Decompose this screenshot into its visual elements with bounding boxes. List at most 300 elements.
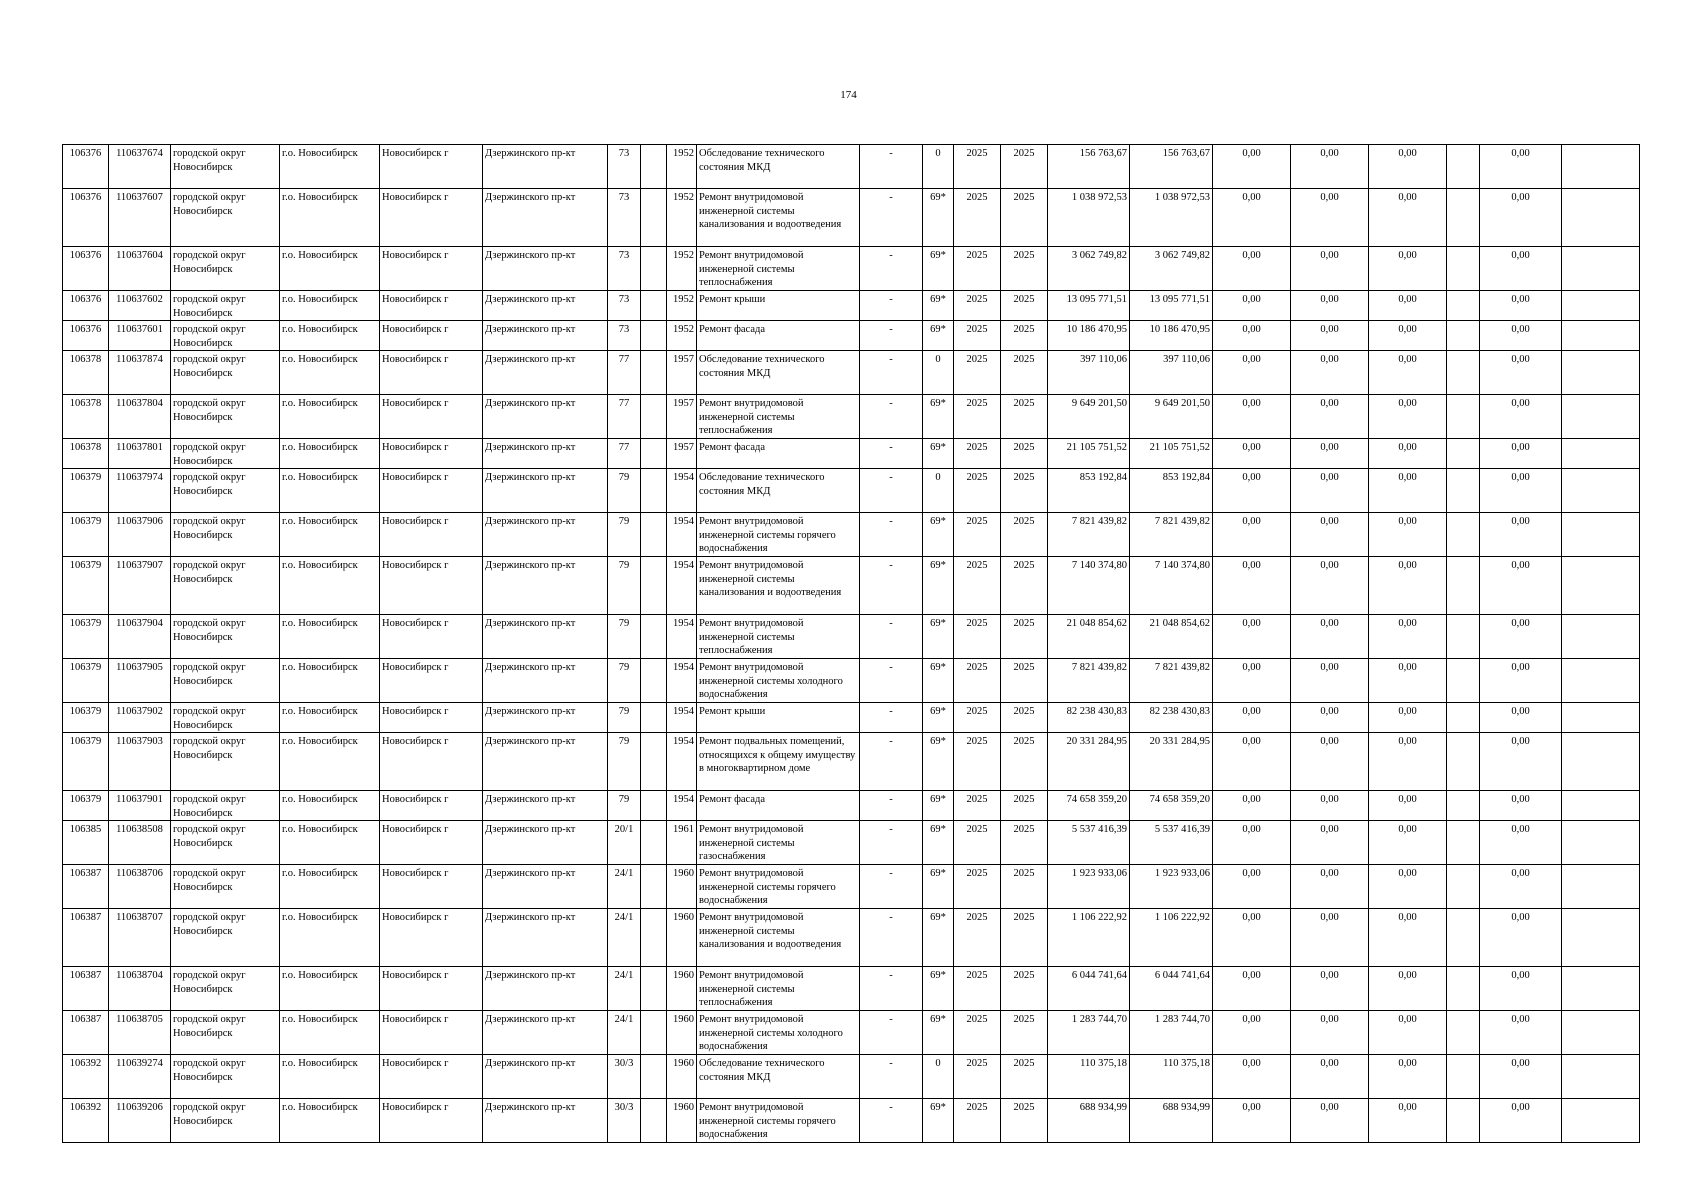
- cell-street: Дзержинского пр-кт: [483, 821, 608, 865]
- cell-settlement: Новосибирск г: [380, 1099, 483, 1143]
- cell-norm-value: 69*: [923, 1099, 954, 1143]
- cell-fund-cost: 853 192,84: [1130, 469, 1213, 513]
- cell-work-type: Обследование технического состояния МКД: [697, 351, 860, 395]
- cell-service-type: -: [860, 291, 923, 321]
- cell-object-id: 106378: [63, 439, 109, 469]
- table-row: [63, 395, 1640, 439]
- cell-house-number: 24/1: [608, 909, 641, 967]
- cell-budget-local: 0,00: [1369, 395, 1447, 439]
- table-row: [63, 513, 1640, 557]
- table-row: [63, 1099, 1640, 1143]
- cell-service-type: -: [860, 821, 923, 865]
- cell-building-letter: [641, 145, 667, 189]
- cell-service-type: -: [860, 145, 923, 189]
- cell-work-type: Ремонт внутридомовой инженерной системы канализования и водоотведения: [697, 909, 860, 967]
- cell-work-code: 110637607: [109, 189, 171, 247]
- cell-settlement: Новосибирск г: [380, 469, 483, 513]
- cell-municipal-formation: г.о. Новосибирск: [280, 469, 380, 513]
- cell-total-cost: 397 110,06: [1048, 351, 1130, 395]
- cell-work-type: Ремонт внутридомовой инженерной системы теплоснабжения: [697, 967, 860, 1011]
- cell-house-number: 79: [608, 615, 641, 659]
- cell-budget-local: 0,00: [1369, 909, 1447, 967]
- cell-service-type: -: [860, 513, 923, 557]
- cell-norm-value: 69*: [923, 321, 954, 351]
- cell-work-code: 110637874: [109, 351, 171, 395]
- cell-budget-federal: 0,00: [1213, 291, 1291, 321]
- cell-municipal-formation: г.о. Новосибирск: [280, 395, 380, 439]
- cell-fund-cost: 9 649 201,50: [1130, 395, 1213, 439]
- cell-service-type: -: [860, 733, 923, 791]
- cell-budget-regional: 0,00: [1291, 513, 1369, 557]
- cell-note: [1562, 703, 1640, 733]
- cell-budget-local: 0,00: [1369, 291, 1447, 321]
- cell-other-sources: 0,00: [1480, 1011, 1562, 1055]
- cell-building-letter: [641, 703, 667, 733]
- cell-owners-extra: [1447, 557, 1480, 615]
- cell-total-cost: 688 934,99: [1048, 1099, 1130, 1143]
- cell-object-id: 106379: [63, 659, 109, 703]
- cell-municipal-district: городской округ Новосибирск: [171, 145, 280, 189]
- cell-budget-federal: 0,00: [1213, 909, 1291, 967]
- cell-execution-year: 2025: [1001, 557, 1048, 615]
- cell-work-type: Обследование технического состояния МКД: [697, 145, 860, 189]
- cell-work-type: Ремонт фасада: [697, 321, 860, 351]
- cell-fund-cost: 1 106 222,92: [1130, 909, 1213, 967]
- cell-owners-extra: [1447, 145, 1480, 189]
- cell-owners-extra: [1447, 469, 1480, 513]
- cell-budget-federal: 0,00: [1213, 865, 1291, 909]
- cell-execution-year: 2025: [1001, 659, 1048, 703]
- page-number: 174: [840, 89, 857, 101]
- cell-note: [1562, 1099, 1640, 1143]
- cell-work-type: Ремонт внутридомовой инженерной системы горячего водоснабжения: [697, 865, 860, 909]
- table-row: [63, 791, 1640, 821]
- cell-municipal-district: городской округ Новосибирск: [171, 557, 280, 615]
- table-row: [63, 615, 1640, 659]
- cell-work-type: Ремонт крыши: [697, 291, 860, 321]
- cell-building-letter: [641, 821, 667, 865]
- table-row: [63, 557, 1640, 615]
- cell-owners-extra: [1447, 821, 1480, 865]
- cell-budget-local: 0,00: [1369, 967, 1447, 1011]
- cell-note: [1562, 909, 1640, 967]
- cell-municipal-district: городской округ Новосибирск: [171, 821, 280, 865]
- cell-plan-year: 2025: [954, 865, 1001, 909]
- cell-execution-year: 2025: [1001, 865, 1048, 909]
- table-row: [63, 247, 1640, 291]
- table-row: [63, 703, 1640, 733]
- cell-object-id: 106379: [63, 703, 109, 733]
- cell-fund-cost: 20 331 284,95: [1130, 733, 1213, 791]
- cell-street: Дзержинского пр-кт: [483, 513, 608, 557]
- cell-settlement: Новосибирск г: [380, 703, 483, 733]
- cell-budget-federal: 0,00: [1213, 145, 1291, 189]
- cell-work-type: Ремонт фасада: [697, 791, 860, 821]
- cell-execution-year: 2025: [1001, 469, 1048, 513]
- cell-budget-regional: 0,00: [1291, 615, 1369, 659]
- table-row: [63, 469, 1640, 513]
- cell-construction-year: 1952: [667, 321, 697, 351]
- cell-object-id: 106379: [63, 791, 109, 821]
- cell-municipal-formation: г.о. Новосибирск: [280, 1011, 380, 1055]
- cell-budget-regional: 0,00: [1291, 791, 1369, 821]
- cell-work-type: Ремонт фасада: [697, 439, 860, 469]
- cell-settlement: Новосибирск г: [380, 1011, 483, 1055]
- cell-house-number: 79: [608, 791, 641, 821]
- cell-settlement: Новосибирск г: [380, 967, 483, 1011]
- cell-street: Дзержинского пр-кт: [483, 703, 608, 733]
- cell-service-type: -: [860, 615, 923, 659]
- cell-work-type: Ремонт внутридомовой инженерной системы холодного водоснабжения: [697, 659, 860, 703]
- cell-municipal-formation: г.о. Новосибирск: [280, 351, 380, 395]
- table-body: [63, 145, 1640, 1143]
- cell-other-sources: 0,00: [1480, 291, 1562, 321]
- cell-street: Дзержинского пр-кт: [483, 145, 608, 189]
- table-row: [63, 145, 1640, 189]
- cell-object-id: 106378: [63, 351, 109, 395]
- cell-budget-local: 0,00: [1369, 821, 1447, 865]
- cell-note: [1562, 351, 1640, 395]
- cell-budget-local: 0,00: [1369, 1055, 1447, 1099]
- cell-work-type: Ремонт внутридомовой инженерной системы горячего водоснабжения: [697, 513, 860, 557]
- cell-work-code: 110637601: [109, 321, 171, 351]
- cell-work-type: Ремонт внутридомовой инженерной системы канализования и водоотведения: [697, 189, 860, 247]
- cell-total-cost: 156 763,67: [1048, 145, 1130, 189]
- cell-service-type: -: [860, 909, 923, 967]
- cell-building-letter: [641, 291, 667, 321]
- cell-fund-cost: 1 038 972,53: [1130, 189, 1213, 247]
- cell-total-cost: 21 105 751,52: [1048, 439, 1130, 469]
- cell-municipal-district: городской округ Новосибирск: [171, 351, 280, 395]
- cell-execution-year: 2025: [1001, 145, 1048, 189]
- cell-work-code: 110637974: [109, 469, 171, 513]
- cell-budget-regional: 0,00: [1291, 733, 1369, 791]
- cell-plan-year: 2025: [954, 791, 1001, 821]
- cell-construction-year: 1960: [667, 865, 697, 909]
- cell-owners-extra: [1447, 659, 1480, 703]
- cell-budget-regional: 0,00: [1291, 967, 1369, 1011]
- cell-execution-year: 2025: [1001, 513, 1048, 557]
- cell-budget-federal: 0,00: [1213, 733, 1291, 791]
- cell-execution-year: 2025: [1001, 791, 1048, 821]
- cell-budget-regional: 0,00: [1291, 821, 1369, 865]
- cell-settlement: Новосибирск г: [380, 791, 483, 821]
- cell-municipal-formation: г.о. Новосибирск: [280, 189, 380, 247]
- cell-building-letter: [641, 1011, 667, 1055]
- cell-note: [1562, 247, 1640, 291]
- cell-work-code: 110637804: [109, 395, 171, 439]
- cell-fund-cost: 21 105 751,52: [1130, 439, 1213, 469]
- cell-work-code: 110637674: [109, 145, 171, 189]
- cell-house-number: 24/1: [608, 967, 641, 1011]
- cell-municipal-formation: г.о. Новосибирск: [280, 733, 380, 791]
- cell-construction-year: 1960: [667, 1011, 697, 1055]
- cell-plan-year: 2025: [954, 1055, 1001, 1099]
- cell-plan-year: 2025: [954, 291, 1001, 321]
- cell-fund-cost: 110 375,18: [1130, 1055, 1213, 1099]
- cell-total-cost: 1 923 933,06: [1048, 865, 1130, 909]
- cell-budget-regional: 0,00: [1291, 1099, 1369, 1143]
- table-row: [63, 351, 1640, 395]
- cell-total-cost: 10 186 470,95: [1048, 321, 1130, 351]
- cell-note: [1562, 145, 1640, 189]
- cell-budget-local: 0,00: [1369, 557, 1447, 615]
- cell-object-id: 106385: [63, 821, 109, 865]
- cell-owners-extra: [1447, 967, 1480, 1011]
- cell-execution-year: 2025: [1001, 247, 1048, 291]
- cell-municipal-district: городской округ Новосибирск: [171, 1099, 280, 1143]
- cell-note: [1562, 439, 1640, 469]
- cell-service-type: -: [860, 321, 923, 351]
- cell-object-id: 106387: [63, 1011, 109, 1055]
- cell-work-type: Обследование технического состояния МКД: [697, 1055, 860, 1099]
- cell-total-cost: 1 038 972,53: [1048, 189, 1130, 247]
- cell-fund-cost: 7 821 439,82: [1130, 513, 1213, 557]
- cell-norm-value: 0: [923, 351, 954, 395]
- cell-other-sources: 0,00: [1480, 1055, 1562, 1099]
- cell-other-sources: 0,00: [1480, 469, 1562, 513]
- cell-note: [1562, 791, 1640, 821]
- cell-fund-cost: 3 062 749,82: [1130, 247, 1213, 291]
- cell-budget-federal: 0,00: [1213, 1055, 1291, 1099]
- cell-municipal-formation: г.о. Новосибирск: [280, 439, 380, 469]
- cell-note: [1562, 189, 1640, 247]
- cell-budget-federal: 0,00: [1213, 659, 1291, 703]
- cell-work-code: 110637901: [109, 791, 171, 821]
- cell-construction-year: 1960: [667, 1099, 697, 1143]
- cell-object-id: 106376: [63, 189, 109, 247]
- cell-house-number: 73: [608, 145, 641, 189]
- cell-budget-federal: 0,00: [1213, 967, 1291, 1011]
- cell-settlement: Новосибирск г: [380, 321, 483, 351]
- cell-fund-cost: 7 140 374,80: [1130, 557, 1213, 615]
- cell-construction-year: 1954: [667, 469, 697, 513]
- cell-municipal-formation: г.о. Новосибирск: [280, 865, 380, 909]
- cell-work-type: Ремонт внутридомовой инженерной системы теплоснабжения: [697, 247, 860, 291]
- cell-budget-regional: 0,00: [1291, 1011, 1369, 1055]
- cell-construction-year: 1952: [667, 189, 697, 247]
- cell-municipal-district: городской округ Новосибирск: [171, 865, 280, 909]
- cell-service-type: -: [860, 351, 923, 395]
- cell-total-cost: 1 283 744,70: [1048, 1011, 1130, 1055]
- cell-norm-value: 69*: [923, 395, 954, 439]
- cell-other-sources: 0,00: [1480, 865, 1562, 909]
- cell-work-code: 110637801: [109, 439, 171, 469]
- cell-owners-extra: [1447, 351, 1480, 395]
- cell-construction-year: 1960: [667, 1055, 697, 1099]
- cell-budget-local: 0,00: [1369, 1099, 1447, 1143]
- cell-other-sources: 0,00: [1480, 321, 1562, 351]
- cell-total-cost: 7 140 374,80: [1048, 557, 1130, 615]
- cell-service-type: -: [860, 1011, 923, 1055]
- cell-work-code: 110638706: [109, 865, 171, 909]
- cell-settlement: Новосибирск г: [380, 513, 483, 557]
- cell-work-code: 110639274: [109, 1055, 171, 1099]
- cell-work-type: Обследование технического состояния МКД: [697, 469, 860, 513]
- cell-house-number: 79: [608, 513, 641, 557]
- cell-budget-regional: 0,00: [1291, 291, 1369, 321]
- cell-street: Дзержинского пр-кт: [483, 291, 608, 321]
- cell-budget-regional: 0,00: [1291, 395, 1369, 439]
- cell-execution-year: 2025: [1001, 291, 1048, 321]
- cell-plan-year: 2025: [954, 659, 1001, 703]
- cell-plan-year: 2025: [954, 1011, 1001, 1055]
- cell-other-sources: 0,00: [1480, 247, 1562, 291]
- cell-service-type: -: [860, 557, 923, 615]
- cell-execution-year: 2025: [1001, 395, 1048, 439]
- cell-plan-year: 2025: [954, 189, 1001, 247]
- cell-work-code: 110638707: [109, 909, 171, 967]
- cell-budget-local: 0,00: [1369, 469, 1447, 513]
- cell-total-cost: 7 821 439,82: [1048, 659, 1130, 703]
- cell-budget-local: 0,00: [1369, 247, 1447, 291]
- cell-work-code: 110637904: [109, 615, 171, 659]
- cell-object-id: 106379: [63, 557, 109, 615]
- cell-settlement: Новосибирск г: [380, 821, 483, 865]
- cell-norm-value: 69*: [923, 703, 954, 733]
- cell-service-type: -: [860, 703, 923, 733]
- cell-house-number: 30/3: [608, 1055, 641, 1099]
- cell-plan-year: 2025: [954, 469, 1001, 513]
- cell-budget-federal: 0,00: [1213, 1099, 1291, 1143]
- cell-municipal-district: городской округ Новосибирск: [171, 247, 280, 291]
- cell-house-number: 79: [608, 557, 641, 615]
- cell-total-cost: 82 238 430,83: [1048, 703, 1130, 733]
- cell-plan-year: 2025: [954, 247, 1001, 291]
- cell-owners-extra: [1447, 291, 1480, 321]
- cell-settlement: Новосибирск г: [380, 395, 483, 439]
- cell-municipal-district: городской округ Новосибирск: [171, 703, 280, 733]
- cell-fund-cost: 5 537 416,39: [1130, 821, 1213, 865]
- cell-street: Дзержинского пр-кт: [483, 1011, 608, 1055]
- cell-municipal-formation: г.о. Новосибирск: [280, 321, 380, 351]
- cell-budget-local: 0,00: [1369, 513, 1447, 557]
- cell-work-code: 110637903: [109, 733, 171, 791]
- cell-fund-cost: 6 044 741,64: [1130, 967, 1213, 1011]
- cell-building-letter: [641, 321, 667, 351]
- cell-plan-year: 2025: [954, 145, 1001, 189]
- cell-settlement: Новосибирск г: [380, 247, 483, 291]
- cell-municipal-formation: г.о. Новосибирск: [280, 247, 380, 291]
- cell-work-code: 110637905: [109, 659, 171, 703]
- cell-norm-value: 69*: [923, 909, 954, 967]
- cell-norm-value: 0: [923, 145, 954, 189]
- cell-total-cost: 9 649 201,50: [1048, 395, 1130, 439]
- cell-house-number: 30/3: [608, 1099, 641, 1143]
- cell-budget-local: 0,00: [1369, 865, 1447, 909]
- cell-budget-regional: 0,00: [1291, 321, 1369, 351]
- cell-budget-regional: 0,00: [1291, 247, 1369, 291]
- cell-total-cost: 74 658 359,20: [1048, 791, 1130, 821]
- cell-owners-extra: [1447, 395, 1480, 439]
- cell-norm-value: 69*: [923, 247, 954, 291]
- cell-budget-local: 0,00: [1369, 439, 1447, 469]
- cell-municipal-district: городской округ Новосибирск: [171, 321, 280, 351]
- cell-work-type: Ремонт внутридомовой инженерной системы газоснабжения: [697, 821, 860, 865]
- cell-building-letter: [641, 733, 667, 791]
- cell-building-letter: [641, 351, 667, 395]
- cell-budget-local: 0,00: [1369, 321, 1447, 351]
- cell-object-id: 106387: [63, 865, 109, 909]
- cell-budget-regional: 0,00: [1291, 1055, 1369, 1099]
- cell-owners-extra: [1447, 189, 1480, 247]
- cell-budget-regional: 0,00: [1291, 189, 1369, 247]
- cell-object-id: 106376: [63, 291, 109, 321]
- cell-street: Дзержинского пр-кт: [483, 1055, 608, 1099]
- cell-budget-local: 0,00: [1369, 351, 1447, 395]
- cell-norm-value: 69*: [923, 821, 954, 865]
- cell-budget-regional: 0,00: [1291, 703, 1369, 733]
- cell-norm-value: 69*: [923, 513, 954, 557]
- cell-municipal-formation: г.о. Новосибирск: [280, 557, 380, 615]
- cell-work-code: 110637902: [109, 703, 171, 733]
- cell-building-letter: [641, 659, 667, 703]
- cell-municipal-district: городской округ Новосибирск: [171, 291, 280, 321]
- cell-budget-regional: 0,00: [1291, 439, 1369, 469]
- cell-construction-year: 1960: [667, 967, 697, 1011]
- cell-total-cost: 1 106 222,92: [1048, 909, 1130, 967]
- cell-note: [1562, 967, 1640, 1011]
- cell-note: [1562, 321, 1640, 351]
- cell-municipal-formation: г.о. Новосибирск: [280, 513, 380, 557]
- cell-other-sources: 0,00: [1480, 615, 1562, 659]
- cell-total-cost: 3 062 749,82: [1048, 247, 1130, 291]
- cell-construction-year: 1954: [667, 615, 697, 659]
- cell-municipal-formation: г.о. Новосибирск: [280, 909, 380, 967]
- cell-owners-extra: [1447, 733, 1480, 791]
- cell-plan-year: 2025: [954, 395, 1001, 439]
- cell-execution-year: 2025: [1001, 189, 1048, 247]
- cell-plan-year: 2025: [954, 351, 1001, 395]
- cell-execution-year: 2025: [1001, 967, 1048, 1011]
- cell-building-letter: [641, 395, 667, 439]
- cell-norm-value: 69*: [923, 291, 954, 321]
- cell-execution-year: 2025: [1001, 909, 1048, 967]
- cell-other-sources: 0,00: [1480, 703, 1562, 733]
- cell-building-letter: [641, 189, 667, 247]
- cell-other-sources: 0,00: [1480, 351, 1562, 395]
- cell-fund-cost: 1 923 933,06: [1130, 865, 1213, 909]
- cell-street: Дзержинского пр-кт: [483, 351, 608, 395]
- cell-work-code: 110637604: [109, 247, 171, 291]
- cell-service-type: -: [860, 469, 923, 513]
- cell-budget-local: 0,00: [1369, 1011, 1447, 1055]
- cell-construction-year: 1954: [667, 733, 697, 791]
- cell-fund-cost: 10 186 470,95: [1130, 321, 1213, 351]
- cell-note: [1562, 469, 1640, 513]
- cell-object-id: 106379: [63, 469, 109, 513]
- cell-budget-federal: 0,00: [1213, 1011, 1291, 1055]
- cell-building-letter: [641, 967, 667, 1011]
- cell-construction-year: 1954: [667, 513, 697, 557]
- cell-norm-value: 69*: [923, 615, 954, 659]
- cell-municipal-formation: г.о. Новосибирск: [280, 791, 380, 821]
- cell-street: Дзержинского пр-кт: [483, 321, 608, 351]
- cell-settlement: Новосибирск г: [380, 615, 483, 659]
- cell-work-type: Ремонт внутридомовой инженерной системы теплоснабжения: [697, 395, 860, 439]
- table-row: [63, 967, 1640, 1011]
- cell-construction-year: 1954: [667, 557, 697, 615]
- cell-work-code: 110637602: [109, 291, 171, 321]
- cell-municipal-district: городской округ Новосибирск: [171, 1055, 280, 1099]
- cell-other-sources: 0,00: [1480, 791, 1562, 821]
- cell-house-number: 73: [608, 189, 641, 247]
- cell-total-cost: 7 821 439,82: [1048, 513, 1130, 557]
- cell-municipal-formation: г.о. Новосибирск: [280, 659, 380, 703]
- cell-object-id: 106376: [63, 145, 109, 189]
- cell-house-number: 24/1: [608, 865, 641, 909]
- cell-budget-federal: 0,00: [1213, 821, 1291, 865]
